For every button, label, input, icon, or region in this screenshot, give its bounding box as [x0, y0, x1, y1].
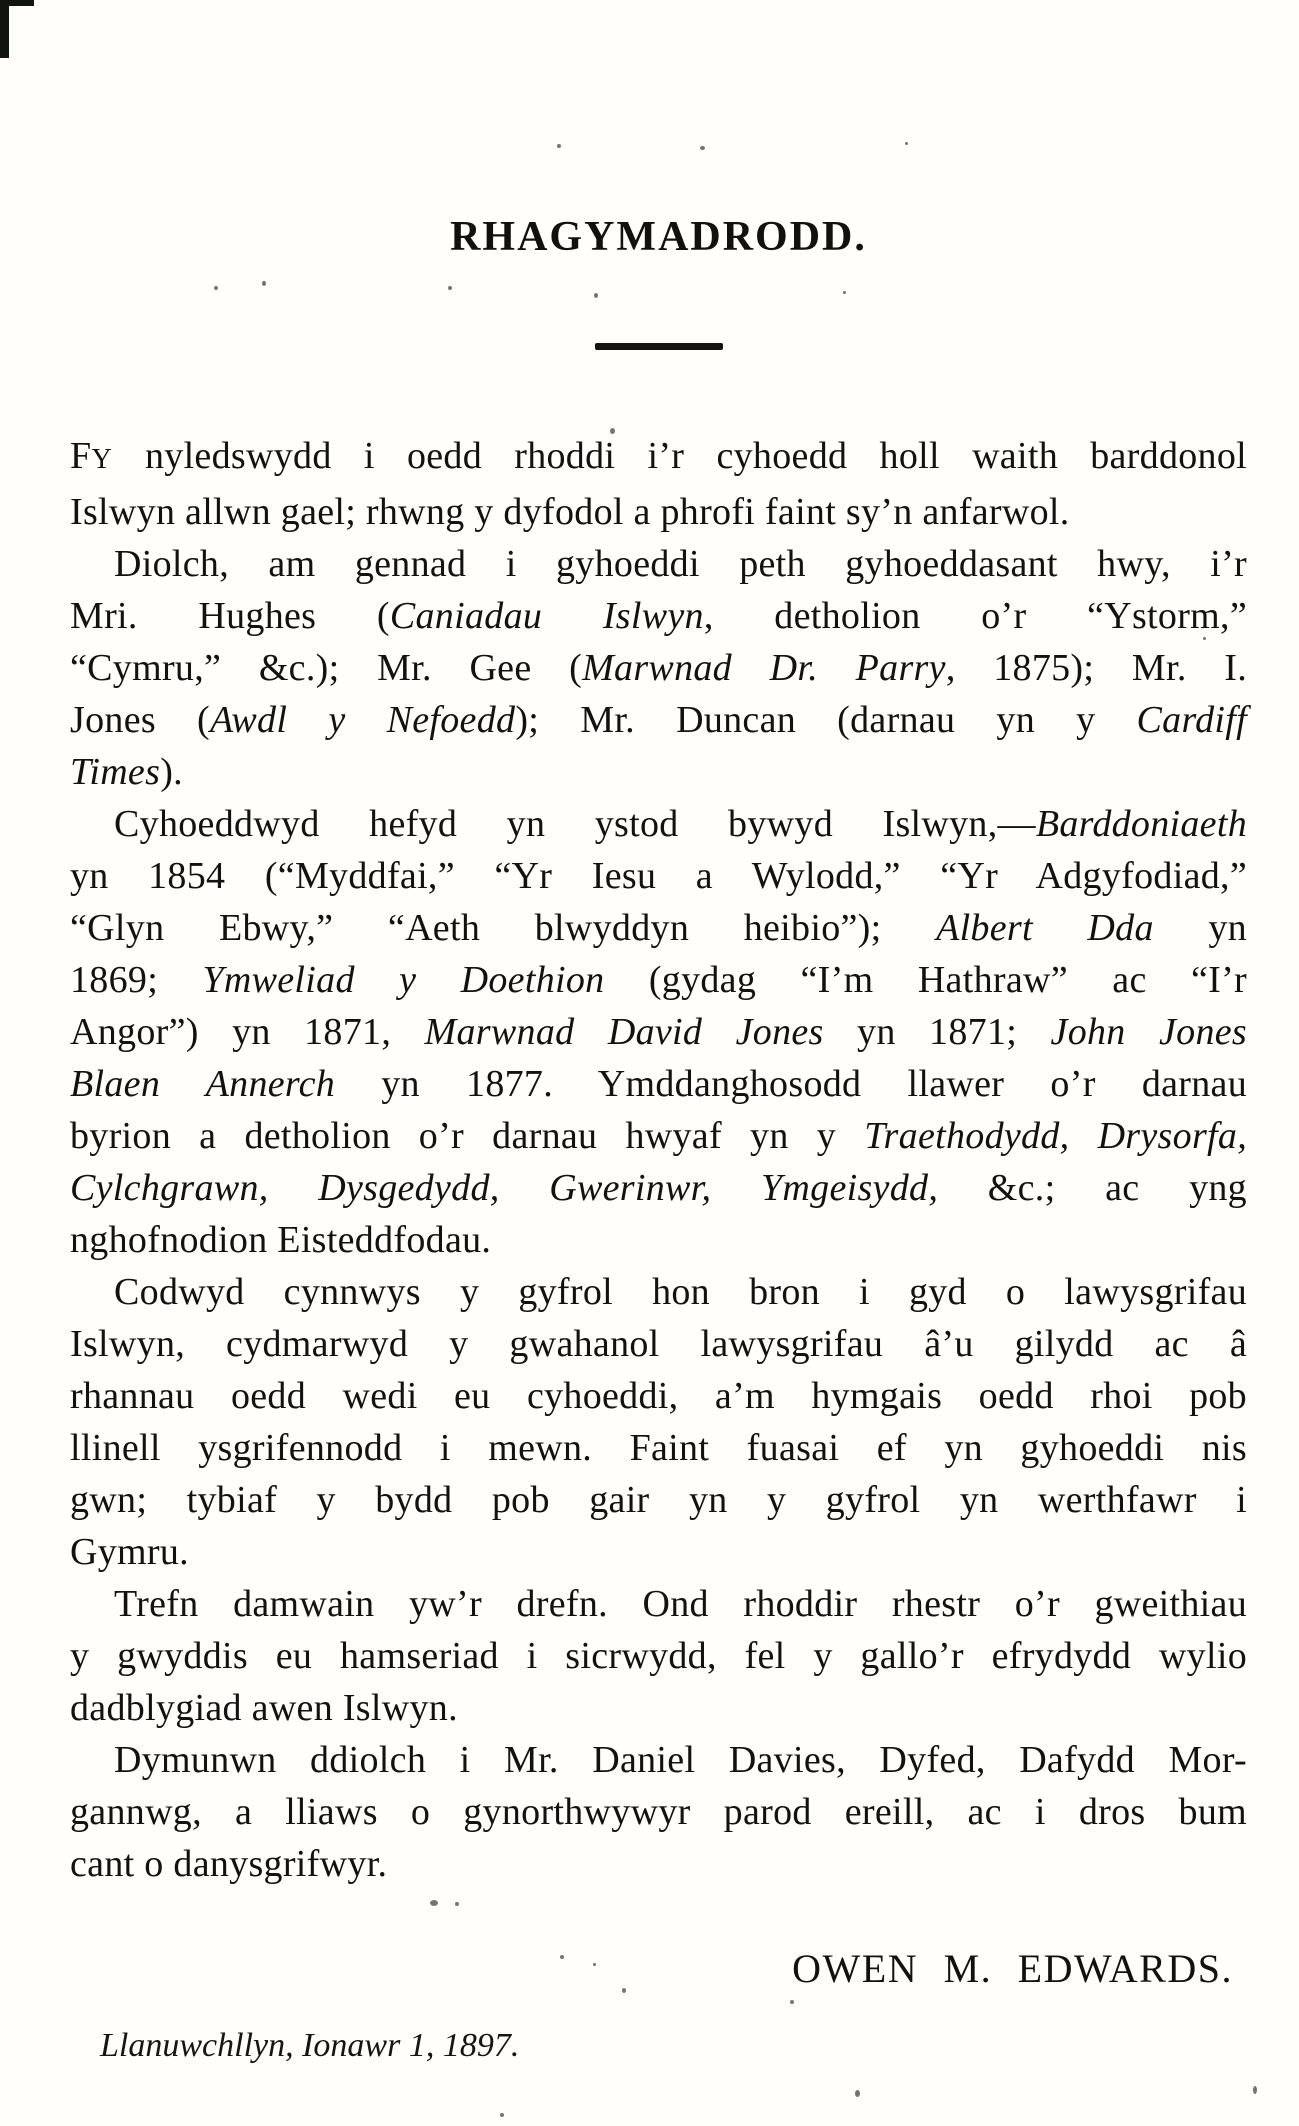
text-run: rhannau oedd wedi eu cyhoeddi, a’m hymgais oedd rhoi pob: [70, 1375, 1247, 1417]
title-divider: [595, 343, 723, 350]
text-run: Y: [91, 444, 113, 475]
text-run: byrion a detholion o’r darnau hwyaf yn y: [70, 1115, 865, 1157]
text-line: [70, 1838, 1247, 1890]
signature: OWEN M. EDWARDS.: [792, 1946, 1233, 1991]
paragraph: [70, 538, 1247, 798]
scan-speckle: [843, 291, 846, 294]
page-content: [70, 0, 1247, 2066]
text-run: , detholion o’r “Ystorm,”: [703, 595, 1247, 637]
scan-speckle: [700, 146, 705, 150]
italic-text-run: Cardiff: [1136, 699, 1247, 741]
text-run: Trefn damwain yw’r drefn. Ond rhoddir rhestr o’r gweithiau: [114, 1583, 1247, 1625]
scan-speckle: [262, 281, 266, 286]
scan-speckle: [430, 1900, 438, 1906]
text-run: 1869;: [70, 959, 203, 1001]
text-line: [70, 954, 1247, 1006]
italic-text-run: Times: [70, 751, 161, 793]
text-run: Dymunwn ddiolch i Mr. Daniel Davies, Dyfed, Dafydd Mor-: [114, 1739, 1247, 1781]
text-line: [70, 642, 1247, 694]
text-run: , 1875); Mr. I.: [945, 647, 1247, 689]
text-line: [70, 746, 1247, 798]
text-line: [70, 694, 1247, 746]
paragraph: [70, 1578, 1247, 1734]
text-line: [70, 1474, 1247, 1526]
text-line: [70, 1110, 1247, 1162]
text-line: [70, 1318, 1247, 1370]
text-line: [70, 590, 1247, 642]
italic-text-run: Caniadau Islwyn: [389, 595, 704, 637]
text-line: [70, 1682, 1247, 1734]
body-text: [70, 430, 1247, 1890]
text-line: [70, 430, 1247, 486]
text-run: yn 1854 (“Myddfai,” “Yr Iesu a Wylodd,” “Yr Adgyfodiad,”: [70, 855, 1247, 897]
paragraph: [70, 1266, 1247, 1578]
paragraph: [70, 1734, 1247, 1890]
text-line: [70, 1630, 1247, 1682]
text-line: [70, 1370, 1247, 1422]
text-run: Gymru.: [70, 1531, 189, 1573]
text-run: Angor”) yn 1871,: [70, 1011, 425, 1053]
scan-speckle: [1253, 2086, 1257, 2094]
text-run: ); Mr. Duncan (darnau yn y: [515, 699, 1137, 741]
text-run: Islwyn allwn gael; rhwng y dyfodol a phrofi faint sy’n anfarwol.: [70, 491, 1070, 533]
text-line: [70, 1006, 1247, 1058]
italic-text-run: Traethodydd, Drysorfa,: [864, 1115, 1247, 1157]
text-run: dadblygiad awen Islwyn.: [70, 1687, 458, 1729]
text-run: Codwyd cynnwys y gyfrol hon bron i gyd o lawysgrifau: [114, 1271, 1247, 1313]
text-run: &c.; ac yng: [938, 1167, 1247, 1209]
scan-speckle: [214, 286, 218, 290]
text-run: Jones (: [70, 699, 210, 741]
scan-speckle: [610, 428, 615, 434]
text-run: F: [70, 435, 92, 477]
text-run: “Glyn Ebwy,” “Aeth blwyddyn heibio”);: [70, 907, 937, 949]
text-run: Mri. Hughes (: [70, 595, 390, 637]
text-run: gwn; tybiaf y bydd pob gair yn y gyfrol yn werthfawr i: [70, 1479, 1247, 1521]
text-run: y gwyddis eu hamseriad i sicrwydd, fel y gallo’r efrydydd wylio: [70, 1635, 1247, 1677]
text-run: gannwg, a lliaws o gynorthwywyr parod ereill, ac i dros bum: [70, 1791, 1247, 1833]
text-run: llinell ysgrifennodd i mewn. Faint fuasai ef yn gyhoeddi nis: [70, 1427, 1247, 1469]
text-line: [70, 902, 1247, 954]
text-line: [70, 1422, 1247, 1474]
scan-edge-artifact: [0, 0, 34, 6]
text-line: [70, 1214, 1247, 1266]
text-run: yn 1877. Ymddanghosodd llawer o’r darnau: [335, 1063, 1248, 1105]
scan-speckle: [790, 2000, 794, 2004]
scan-speckle: [455, 1902, 459, 1906]
scan-speckle: [560, 1955, 564, 1959]
text-line: [70, 1162, 1247, 1214]
text-run: yn 1871;: [823, 1011, 1051, 1053]
text-run: nyledswydd i oedd rhoddi i’r cyhoedd holl waith barddonol: [112, 435, 1247, 477]
italic-text-run: Albert Dda: [936, 907, 1154, 949]
scan-speckle: [500, 2113, 504, 2117]
text-run: Islwyn, cydmarwyd y gwahanol lawysgrifau â’u gilydd ac â: [70, 1323, 1247, 1365]
page-title: RHAGYMADRODD.: [450, 214, 867, 260]
paragraph: [70, 798, 1247, 1266]
text-line: [70, 1526, 1247, 1578]
italic-text-run: Barddoniaeth: [1035, 803, 1247, 845]
scan-speckle: [594, 293, 598, 298]
text-line: [70, 1734, 1247, 1786]
italic-text-run: John Jones: [1050, 1011, 1248, 1053]
scan-speckle: [905, 142, 908, 145]
text-line: [70, 1578, 1247, 1630]
italic-text-run: Awdl y Nefoedd: [210, 699, 516, 741]
scan-speckle: [1203, 637, 1206, 640]
text-line: [70, 798, 1247, 850]
italic-text-run: Blaen Annerch: [70, 1063, 336, 1105]
text-run: nghofnodion Eisteddfodau.: [70, 1219, 492, 1261]
text-line: [70, 850, 1247, 902]
text-run: cant o danysgrifwyr.: [70, 1843, 388, 1885]
text-run: Cyhoeddwyd hefyd yn ystod bywyd Islwyn,—: [114, 803, 1036, 845]
text-run: (gydag “I’m Hathraw” ac “I’r: [604, 959, 1248, 1001]
dateline: Llanuwchllyn, Ionawr 1, 1897.: [100, 2027, 520, 2064]
italic-text-run: Marwnad David Jones: [424, 1011, 824, 1053]
paragraph: [70, 430, 1247, 538]
text-run: ).: [160, 751, 183, 793]
text-run: Diolch, am gennad i gyhoeddi peth gyhoeddasant hwy, i’r: [114, 543, 1247, 585]
italic-text-run: Cylchgrawn, Dysgedydd, Gwerinwr, Ymgeisydd,: [70, 1167, 939, 1209]
text-line: [70, 486, 1247, 538]
text-line: [70, 1786, 1247, 1838]
text-run: yn: [1153, 907, 1247, 949]
scan-speckle: [855, 2090, 860, 2097]
scan-edge-artifact: [0, 0, 9, 58]
italic-text-run: Marwnad Dr. Parry: [582, 647, 946, 689]
text-run: “Cymru,” &c.); Mr. Gee (: [70, 647, 583, 689]
scan-speckle: [593, 1963, 596, 1966]
text-line: [70, 1058, 1247, 1110]
scan-speckle: [622, 1988, 626, 1993]
scan-speckle: [448, 286, 452, 290]
italic-text-run: Ymweliad y Doethion: [202, 959, 605, 1001]
scan-speckle: [557, 144, 561, 148]
text-line: [70, 1266, 1247, 1318]
text-line: [70, 538, 1247, 590]
